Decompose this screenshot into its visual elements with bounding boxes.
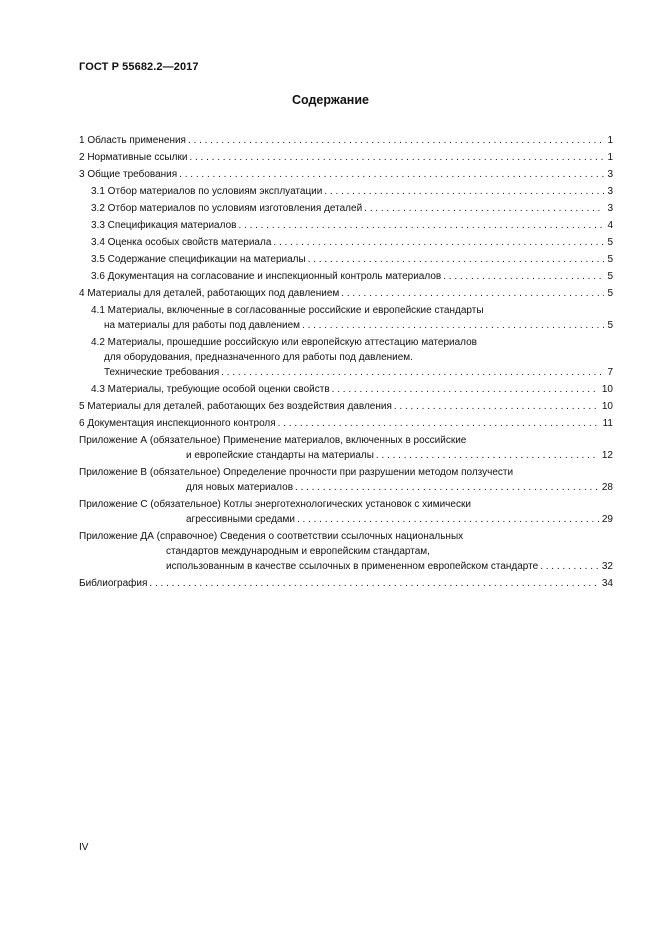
toc-entry-text: 4.1 Материалы, включенные в согласованные российские и европейские стандарты — [91, 305, 484, 316]
page-title: Содержание — [291, 93, 369, 107]
toc-entry[interactable] — [79, 576, 613, 591]
toc-entry[interactable] — [79, 252, 613, 267]
toc-entry-text: для новых материалов — [186, 482, 294, 493]
toc-entry-text: на материалы для работы под давлением — [104, 320, 301, 331]
toc-page-number: 4 — [607, 220, 613, 231]
toc-page-number: 3 — [607, 203, 613, 214]
toc-page-number: 29 — [601, 514, 613, 525]
dot-leader — [221, 365, 604, 380]
toc-page-number: 12 — [601, 450, 613, 461]
toc-entry-text: для оборудования, предназначенного для работы под давлением. — [104, 352, 413, 363]
toc-entry[interactable] — [79, 529, 613, 574]
toc-entry[interactable] — [79, 269, 613, 284]
toc-entry[interactable] — [79, 399, 613, 414]
dot-leader — [341, 286, 604, 301]
toc-entry-text: Приложение А (обязательное) Применение материалов, включенных в российские — [79, 435, 467, 446]
toc-page-number: 5 — [607, 237, 613, 248]
toc-page-number: 32 — [601, 561, 613, 572]
toc-page-number: 7 — [607, 367, 613, 378]
dot-leader — [308, 252, 605, 267]
toc-entry-text: стандартов международным и европейским стандартам, — [166, 546, 430, 557]
toc-entry[interactable] — [79, 335, 613, 380]
table-of-contents — [79, 133, 613, 593]
dot-leader — [376, 448, 599, 463]
toc-page-number: 1 — [607, 152, 613, 163]
toc-page-number: 1 — [607, 135, 613, 146]
toc-entry[interactable] — [79, 382, 613, 397]
toc-entry[interactable] — [79, 465, 613, 495]
toc-entry-text: 3.5 Содержание спецификации на материалы — [91, 254, 306, 265]
toc-entry[interactable] — [79, 184, 613, 199]
toc-entry[interactable] — [79, 286, 613, 301]
toc-entry-text: 3.3 Спецификация материалов — [91, 220, 237, 231]
dot-leader — [302, 318, 604, 333]
toc-entry-text: 4.3 Материалы, требующие особой оценки свойств — [91, 384, 330, 395]
toc-entry-text: Приложение В (обязательное) Определение прочности при разрушении методом ползучести — [79, 467, 514, 478]
toc-entry-text: 3.1 Отбор материалов по условиям эксплуатации — [91, 186, 323, 197]
toc-entry-text: 4 Материалы для деталей, работающих под давлением — [79, 288, 340, 299]
dot-leader — [332, 382, 599, 397]
dot-leader — [295, 480, 599, 495]
dot-leader — [273, 235, 604, 250]
toc-page-number: 3 — [607, 169, 613, 180]
toc-page-number: 34 — [601, 578, 613, 589]
dot-leader — [238, 218, 604, 233]
toc-entry-text: агрессивными средами — [186, 514, 295, 525]
dot-leader — [278, 416, 600, 431]
dot-leader — [443, 269, 604, 284]
toc-page-number: 11 — [602, 418, 613, 429]
toc-entry-text: и европейские стандарты на материалы — [186, 450, 374, 461]
toc-page-number: 5 — [607, 254, 613, 265]
toc-entry-text: использованным в качестве ссылочных в примененном европейском стандарте — [166, 561, 539, 572]
toc-entry[interactable] — [79, 433, 613, 463]
dot-leader — [540, 559, 599, 574]
dot-leader — [364, 201, 604, 216]
dot-leader — [188, 133, 604, 148]
toc-entry-text: 2 Нормативные ссылки — [79, 152, 188, 163]
toc-entry[interactable] — [79, 303, 613, 333]
toc-entry[interactable] — [79, 201, 613, 216]
toc-page-number: 5 — [607, 271, 613, 282]
toc-entry-text: Приложение С (обязательное) Котлы энерготехнологических установок с химически — [79, 499, 471, 510]
toc-entry[interactable] — [79, 497, 613, 527]
toc-entry-text: 5 Материалы для деталей, работающих без воздействия давления — [79, 401, 392, 412]
toc-entry-text: 3.6 Документация на согласование и инспекционный контроль материалов — [91, 271, 442, 282]
toc-entry-text: 3 Общие требования — [79, 169, 178, 180]
dot-leader — [149, 576, 598, 591]
standard-code: ГОСТ Р 55682.2—2017 — [79, 61, 199, 73]
toc-entry-text: Приложение ДА (справочное) Сведения о соответствии ссылочных национальных — [79, 531, 464, 542]
toc-entry-text: Технические требования — [104, 367, 220, 378]
toc-entry-text: 3.4 Оценка особых свойств материала — [91, 237, 272, 248]
toc-entry[interactable] — [79, 133, 613, 148]
dot-leader — [297, 512, 599, 527]
dot-leader — [324, 184, 604, 199]
toc-page-number: 10 — [601, 384, 613, 395]
toc-entry[interactable] — [79, 167, 613, 182]
toc-page-number: 5 — [607, 320, 613, 331]
toc-page-number: 5 — [607, 288, 613, 299]
toc-entry[interactable] — [79, 150, 613, 165]
toc-page-number: 3 — [607, 186, 613, 197]
toc-entry[interactable] — [79, 235, 613, 250]
toc-entry[interactable] — [79, 416, 613, 431]
toc-entry-text: 4.2 Материалы, прошедшие российскую или европейскую аттестацию материалов — [91, 337, 477, 348]
toc-entry-text: 1 Область применения — [79, 135, 186, 146]
toc-entry[interactable] — [79, 218, 613, 233]
toc-entry-text: 3.2 Отбор материалов по условиям изготовления деталей — [91, 203, 363, 214]
dot-leader — [394, 399, 599, 414]
toc-entry-text: 6 Документация инспекционного контроля — [79, 418, 276, 429]
toc-entry-text: Библиография — [79, 578, 148, 589]
dot-leader — [179, 167, 604, 182]
toc-page-number: 28 — [601, 482, 613, 493]
toc-page-number: 10 — [601, 401, 613, 412]
dot-leader — [189, 150, 604, 165]
page-number: IV — [79, 842, 89, 853]
